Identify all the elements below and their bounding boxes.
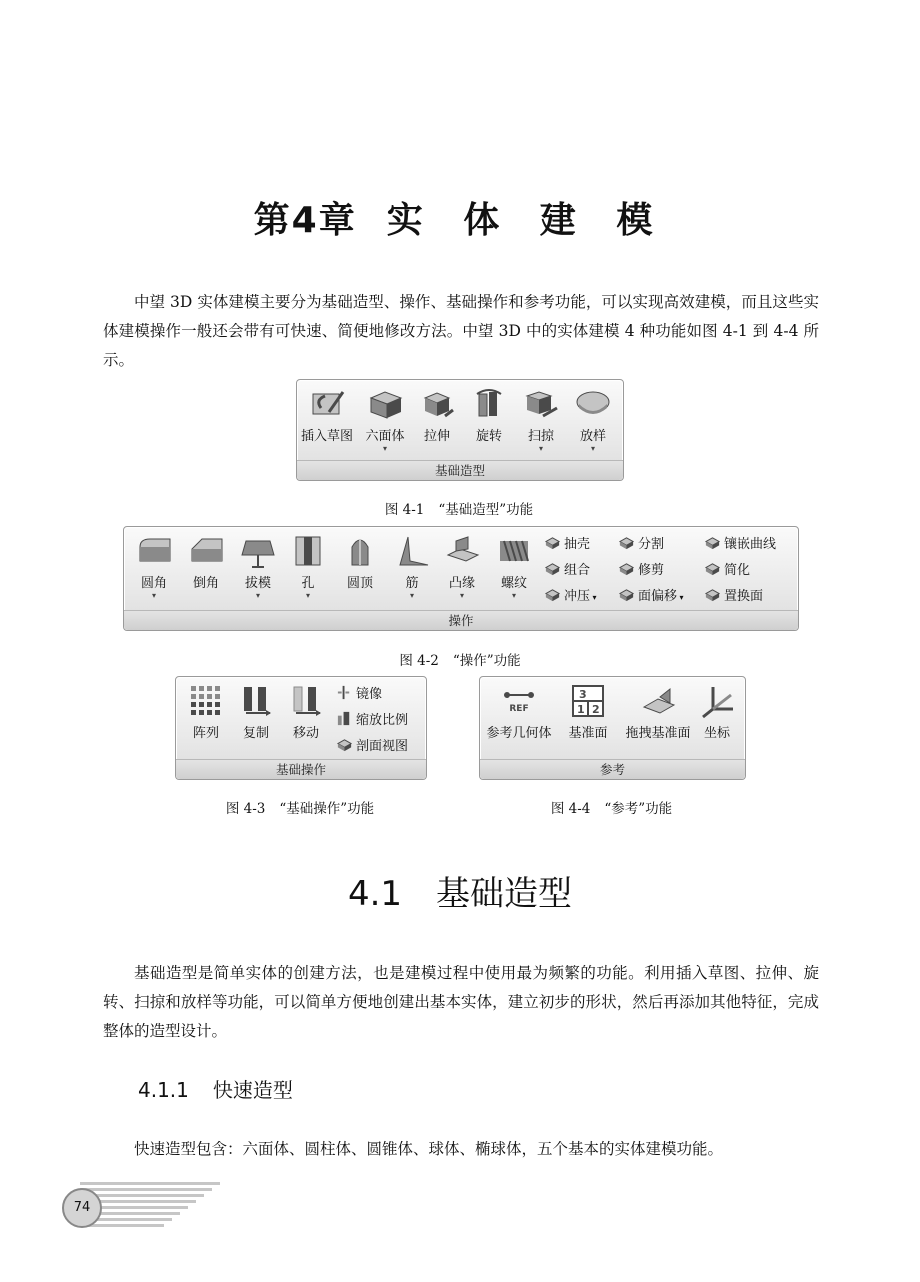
section-heading: 4.1 基础造型 — [347, 874, 573, 914]
fillet-icon — [136, 533, 172, 569]
button-label: 剖面视图 — [356, 739, 409, 754]
button-label: 复制 — [242, 726, 269, 741]
ribbon-small-button-emboss[interactable] — [544, 585, 597, 604]
rib-icon — [394, 533, 430, 569]
button-label: 基准面 — [568, 726, 608, 741]
ribbon-basic-modeling — [296, 379, 624, 481]
button-label: 抽壳 — [564, 537, 591, 552]
ribbon-small-button-section-view[interactable] — [336, 735, 408, 754]
ribbon-button-drag-datum[interactable] — [622, 683, 694, 741]
inlay-curve-icon — [704, 534, 721, 551]
group-label: 参考 — [480, 759, 745, 779]
dropdown-arrow-icon[interactable]: ▾ — [590, 593, 597, 602]
button-label: 倒角 — [192, 576, 219, 591]
button-label: 镜像 — [356, 687, 383, 702]
ribbon-small-button-shell[interactable] — [544, 533, 590, 552]
figure-caption-4-1: 图 4-1 “基础造型”功能 — [384, 502, 534, 518]
button-label: 坐标 — [703, 726, 730, 741]
dropdown-arrow-icon[interactable]: ▾ — [459, 591, 464, 600]
button-label: 放样 — [579, 429, 606, 444]
dropdown-arrow-icon[interactable]: ▾ — [151, 591, 156, 600]
dropdown-arrow-icon[interactable]: ▾ — [305, 591, 310, 600]
hole-icon — [290, 533, 326, 569]
extrude-icon — [419, 386, 455, 422]
ribbon-button-chamfer[interactable] — [180, 533, 232, 591]
figure-caption-4-3: 图 4-3 “基础操作”功能 — [225, 801, 375, 817]
ribbon-small-button-face-offset[interactable] — [618, 585, 684, 604]
figure-caption-4-2: 图 4-2 “操作”功能 — [399, 653, 521, 669]
ribbon-button-hole[interactable] — [282, 533, 334, 600]
revolve-icon — [471, 386, 507, 422]
ref-geometry-icon — [501, 683, 537, 719]
button-label: 修剪 — [638, 563, 665, 578]
subsection-paragraph: 快速造型包含：六面体、圆柱体、圆锥体、球体、椭球体，五个基本的实体建模功能。 — [134, 1140, 724, 1158]
button-label: 拉伸 — [423, 429, 450, 444]
ribbon-button-datum-plane[interactable] — [560, 683, 616, 741]
ribbon-button-revolve[interactable] — [463, 386, 515, 444]
button-label: 筋 — [405, 576, 419, 591]
trim-icon — [618, 560, 635, 577]
dome-icon — [342, 533, 378, 569]
chapter-name: 实 体 建 模 — [386, 200, 667, 241]
button-label: 置换面 — [724, 589, 764, 604]
group-label: 操作 — [124, 610, 798, 630]
dropdown-arrow-icon[interactable]: ▾ — [255, 591, 260, 600]
replace-face-icon — [704, 586, 721, 603]
dropdown-arrow-icon[interactable]: ▾ — [409, 591, 414, 600]
ribbon-small-button-inlay-curve[interactable] — [704, 533, 776, 552]
pattern-icon — [188, 683, 224, 719]
ribbon-small-button-trim[interactable] — [618, 559, 664, 578]
section-paragraph: 基础造型是简单实体的创建方法，也是建模过程中使用最为频繁的功能。利用插入草图、拉伸、旋转、扫掠和放样等功能，可以简单方便地创建出基本实体，建立初步的形状，然后再添加其他特征，完成整体的造型设计。 — [103, 964, 819, 1040]
button-label: 拔模 — [244, 576, 271, 591]
scale-icon — [336, 710, 353, 727]
button-label: 阵列 — [192, 726, 219, 741]
face-offset-icon — [618, 586, 635, 603]
button-label: 插入草图 — [301, 429, 354, 444]
split-icon — [618, 534, 635, 551]
sketch-icon — [309, 386, 345, 422]
button-label: 面偏移 — [638, 589, 678, 604]
ribbon-button-loft[interactable] — [567, 386, 619, 453]
coordinate-icon — [699, 683, 735, 719]
svg-text:1: 1 — [577, 703, 585, 716]
svg-text:2: 2 — [592, 703, 600, 716]
figure-caption-4-4: 图 4-4 “参考”功能 — [550, 801, 673, 817]
chapter-label: 第4章 — [253, 200, 357, 241]
dropdown-arrow-icon[interactable]: ▾ — [511, 591, 516, 600]
datum-plane-icon — [570, 683, 606, 719]
button-label: 缩放比例 — [356, 713, 409, 728]
intro-paragraph: 中望 3D 实体建模主要分为基础造型、操作、基础操作和参考功能，可以实现高效建模，而且这些实体建模操作一般还会带有可快速、简便地修改方法。中望 3D 中的实体建模 4 种功能如图 4-1 到 4-4 所示。 — [103, 293, 819, 369]
button-label: 组合 — [564, 563, 591, 578]
ribbon-button-move[interactable] — [280, 683, 332, 741]
section-view-icon — [336, 736, 353, 753]
move-icon — [288, 683, 324, 719]
ribbon-small-button-combine[interactable] — [544, 559, 590, 578]
combine-icon — [544, 560, 561, 577]
button-label: 简化 — [724, 563, 751, 578]
ribbon-small-button-scale[interactable] — [336, 709, 408, 728]
emboss-icon — [544, 586, 561, 603]
sweep-icon — [523, 386, 559, 422]
dropdown-arrow-icon[interactable]: ▾ — [538, 444, 543, 453]
draft-icon — [240, 533, 276, 569]
button-label: 圆角 — [140, 576, 167, 591]
ribbon-button-ref-geometry[interactable] — [486, 683, 552, 741]
copy-icon — [238, 683, 274, 719]
thread-icon — [496, 533, 532, 569]
page-number: 74 — [62, 1188, 102, 1228]
ribbon-button-coordinate[interactable] — [694, 683, 740, 741]
ribbon-button-fillet[interactable] — [128, 533, 180, 600]
button-label: 凸缘 — [448, 576, 475, 591]
chapter-title — [0, 192, 920, 243]
button-label: 拖拽基准面 — [625, 726, 691, 741]
ribbon-button-thread[interactable] — [488, 533, 540, 600]
mirror-icon — [336, 684, 353, 701]
ribbon-button-extrude[interactable] — [411, 386, 463, 444]
chamfer-icon — [188, 533, 224, 569]
ribbon-reference — [479, 676, 746, 780]
subsection-heading: 4.1.1 快速造型 — [138, 1078, 293, 1102]
dropdown-arrow-icon[interactable]: ▾ — [677, 593, 684, 602]
ribbon-button-draft[interactable] — [232, 533, 284, 600]
ribbon-button-lip[interactable] — [436, 533, 488, 600]
button-label: 孔 — [301, 576, 315, 591]
group-label: 基础造型 — [297, 460, 623, 480]
button-label: 六面体 — [365, 429, 405, 444]
lip-icon — [444, 533, 480, 569]
ribbon-small-button-replace-face[interactable] — [704, 585, 763, 604]
box-icon — [367, 386, 403, 422]
button-label: 螺纹 — [500, 576, 527, 591]
group-label: 基础操作 — [176, 759, 426, 779]
button-label: 扫掠 — [527, 429, 554, 444]
simplify-icon — [704, 560, 721, 577]
ribbon-small-button-split[interactable] — [618, 533, 664, 552]
button-label: 移动 — [292, 726, 319, 741]
svg-text:3: 3 — [579, 688, 587, 701]
ribbon-button-sweep[interactable] — [515, 386, 567, 453]
ribbon-button-box[interactable] — [359, 386, 411, 453]
ribbon-button-pattern[interactable] — [180, 683, 232, 741]
ribbon-button-sketch[interactable] — [301, 386, 353, 444]
svg-text:REF: REF — [509, 704, 529, 714]
ribbon-button-copy[interactable] — [230, 683, 282, 741]
button-label: 参考几何体 — [486, 726, 552, 741]
button-label: 冲压 — [564, 589, 591, 604]
ribbon-small-button-mirror[interactable] — [336, 683, 382, 702]
ribbon-small-button-simplify[interactable] — [704, 559, 750, 578]
button-label: 镶嵌曲线 — [724, 537, 777, 552]
ribbon-button-rib[interactable] — [386, 533, 438, 600]
ribbon-button-dome[interactable] — [334, 533, 386, 591]
button-label: 旋转 — [475, 429, 502, 444]
button-label: 圆顶 — [346, 576, 373, 591]
button-label: 分割 — [638, 537, 665, 552]
loft-icon — [575, 386, 611, 422]
ribbon-basic-operations — [175, 676, 427, 780]
shell-icon — [544, 534, 561, 551]
ribbon-operations — [123, 526, 799, 631]
dropdown-arrow-icon[interactable]: ▾ — [382, 444, 387, 453]
drag-datum-icon — [640, 683, 676, 719]
dropdown-arrow-icon[interactable]: ▾ — [590, 444, 595, 453]
